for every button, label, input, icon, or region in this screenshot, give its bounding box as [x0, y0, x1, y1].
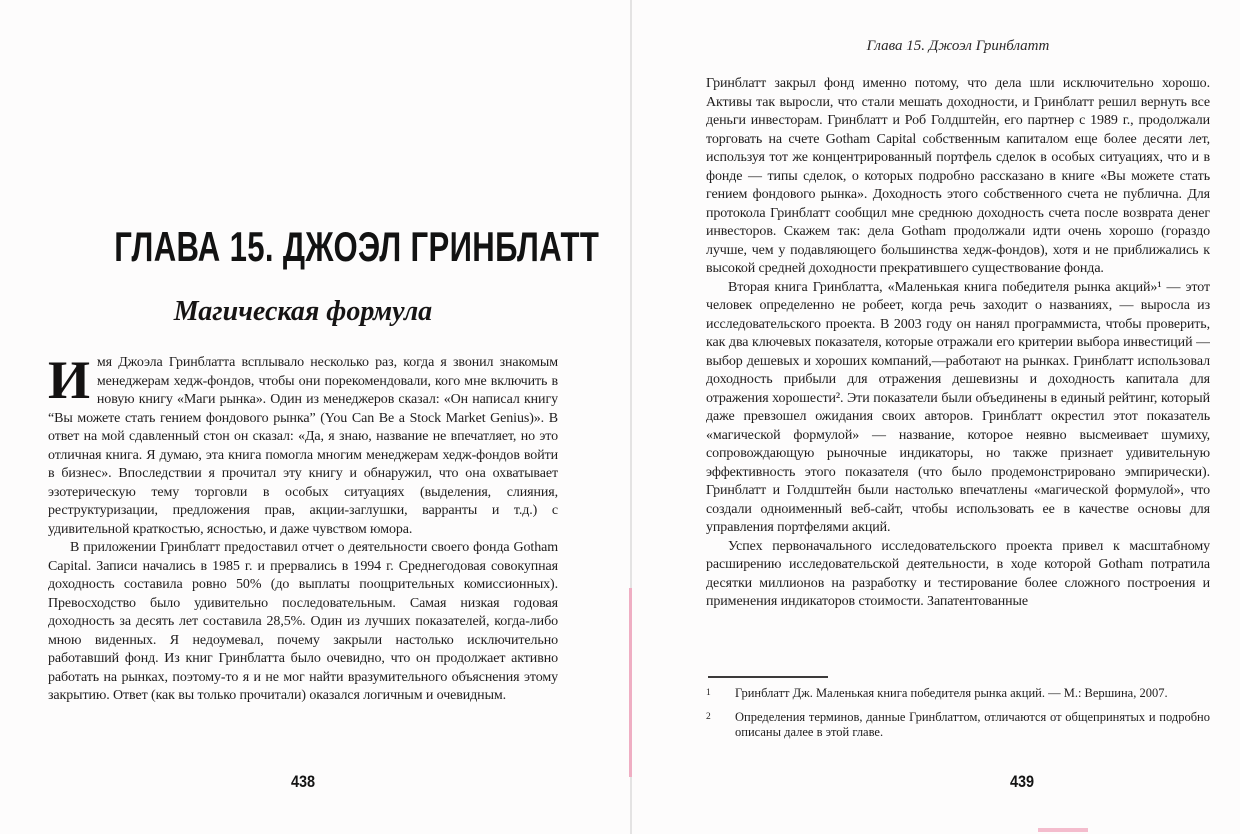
footnote-marker: 1 — [706, 688, 711, 698]
footnote-marker: 2 — [706, 712, 711, 722]
footnote — [706, 686, 1210, 701]
footnote-text: Определения терминов, данные Гринблаттом, отличаются от общепринятых и подробно описаны далее в этой главе. — [735, 710, 1210, 739]
dropcap-letter: И — [48, 354, 90, 410]
paragraph-with-dropcap — [48, 354, 558, 539]
chapter-title: ГЛАВА 15. ДЖОЭЛ ГРИНБЛАТТ — [114, 223, 600, 270]
page-number-left: 438 — [290, 772, 316, 791]
paragraph-text: Успех первоначального исследовательского проекта привел к масштабному расширению исследовательской деятельности, в ходе которой Gotham потратила десятки миллионов на разработку и тестирование более сложного построения и применения индикаторов стоимости. Запатентованные — [706, 538, 1210, 609]
paragraph-text: Вторая книга Гринблатта, «Маленькая книга победителя рынка акций»¹ — этот человек определенно не робеет, когда речь заходит о названиях, — выросла из исследовательского проекта. В 2003 году он нанял программиста, чтобы проверить, как два ключевых показателя, которые отражали его критерии выбора инвестиций — выбор дешевых и хороших компаний,—работают на рынках. Гринблатт использовал доходность прибыли для отражения дешевизны и доходность капитала для отражения хорошести². Эти показатели были объединены в единый рейтинг, который даже превзошел ожидания своих авторов. Гринблатт окрестил этот показатель «магической формулой» — название, которое неявно высмеивает шумиху, сопровождающую рыночные индикаторы, но также признает удивительную эффективность этого показателя (что было продемонстрировано эмпирически). Гринблатт и Голдштейн были настолько впечатлены «магической формулой», что создали одноименный веб-сайт, чтобы использовать ее в качестве основы для управления портфелями акций. — [706, 279, 1210, 535]
right-page-body — [706, 75, 1210, 667]
paragraph-text: мя Джоэла Гринблатта всплывало несколько раз, когда я звонил знакомым менеджерам хедж-фондов, чтобы они порекомендовали, кого мне включить в новую книгу «Маги рынка». Один из менеджеров сказал: «Он написал книгу “Вы можете стать гением фондового рынка” (You Can Be a Stock Market Genius)». В ответ на мой сдавленный стон он сказал: «Да, я знаю, название не впечатляет, но это отличная книга. Я думаю, эта книга помогла многим менеджерам хедж-фондов войти в бизнес». Впоследствии я прочитал эту книгу и обнаружил, что она охватывает эзотерическую тему торговли в особых ситуациях (выделения, слияния, реструктуризации, предложения прав, акции-заглушки, варранты и т.д.) с удивительной краткостью, ясностью, и даже чувством юмора. — [48, 355, 558, 537]
paragraph-text: В приложении Гринблатт предоставил отчет о деятельности своего фонда Gotham Capital. Записи начались в 1985 г. и прервались в 1994 г. Среднегодовая совокупная доходность составила ровно 50% (до выплаты поощрительных комиссионных). Превосходство было удивительно последовательным. Самая низкая годовая доходность за десять лет составила 28,5%. Один из лучших показателей, когда-либо мною виденных. Я недоумевал, почему закрыли настолько исключительно работавший фонд. Из книг Гринблатта было очевидно, что он продолжает активно работать на рынках, поэтому-то я и не мог найти вразумительного объяснения этому закрытию. Ответ (как вы только прочитали) оказался логичным и очевидным. — [48, 540, 558, 703]
footnote-separator — [708, 676, 828, 678]
reading-position-indicator — [629, 588, 632, 777]
footnotes-block — [706, 676, 1210, 740]
page-number-right: 439 — [1009, 772, 1035, 791]
left-page — [48, 0, 600, 834]
paragraph-text: Гринблатт закрыл фонд именно потому, что дела шли исключительно хорошо. Активы так выросли, что стали мешать доходности, и Гринблатт решил вернуть все деньги инвесторам. Гринблатт и Роб Голдштейн, его партнер с 1989 г., продолжали торговать на счете Gotham Capital собственным капиталом еще более десяти лет, используя тот же концентрированный портфель сделок в особых ситуациях, что и в фонде — типы сделок, о которых подробно рассказано в книге «Вы можете стать гением фондового рынка». Доходность этого собственного счета не публична. Для протокола Гринблатт сообщил мне среднюю доходность счета после возврата денег инвесторов. Скажем так: дела Gotham продолжали идти очень хорошо (гораздо лучше, чем у подавляющего большинства хедж-фондов), хотя и не приближались к высокой средней доходности прекратившего существование фонда. — [706, 76, 1210, 276]
right-page — [706, 0, 1210, 834]
left-page-body — [48, 354, 558, 772]
progress-indicator — [1038, 828, 1088, 832]
footnote — [706, 710, 1210, 740]
running-header: Глава 15. Джоэл Гринблатт — [866, 38, 1050, 54]
chapter-subtitle: Магическая формула — [173, 296, 433, 327]
footnote-text: Гринблатт Дж. Маленькая книга победителя рынка акций. — М.: Вершина, 2007. — [735, 686, 1168, 700]
